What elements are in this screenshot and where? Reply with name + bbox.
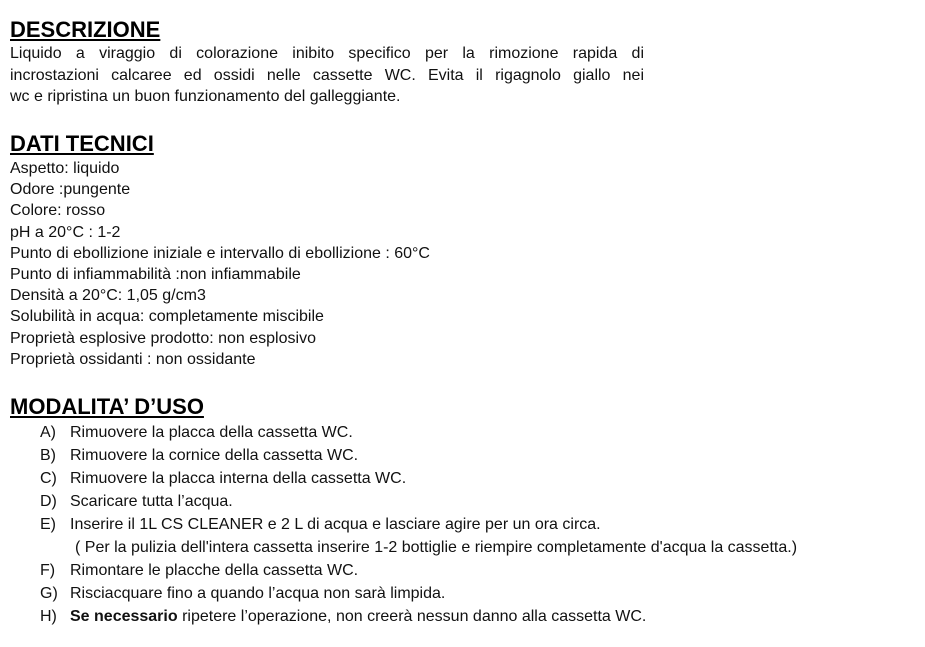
technical-data-list <box>10 158 430 370</box>
step-emphasis: Se necessario <box>70 608 178 625</box>
step-text: Rimuovere la cornice della cassetta WC. <box>70 447 359 464</box>
step-text: Rimontare le placche della cassetta WC. <box>70 562 359 579</box>
tech-item-ph: pH a 20°C : 1-2 <box>10 223 121 241</box>
step-letter: A) <box>40 424 56 441</box>
step-text <box>70 605 646 628</box>
description-line: wc e ripristina un buon funzionamento del galleggiante. <box>10 88 401 105</box>
description-paragraph <box>10 43 644 108</box>
tech-item-odore: Odore :pungente <box>10 181 131 199</box>
step-letter: E) <box>40 516 56 533</box>
tech-item-aspetto: Aspetto: liquido <box>10 160 120 177</box>
tech-item-esplosive: Proprietà esplosive prodotto: non esplosivo <box>10 329 316 347</box>
step-letter: B) <box>40 447 56 464</box>
description-line: incrostazioni calcaree ed ossidi nelle cassette WC. Evita il rigagnolo giallo nei <box>10 66 644 84</box>
step-letter: F) <box>40 562 56 579</box>
step-letter: C) <box>40 470 57 487</box>
tech-item-ebollizione: Punto di ebollizione iniziale e intervallo di ebollizione : 60°C <box>10 244 430 262</box>
tech-item-ossidanti: Proprietà ossidanti : non ossidante <box>10 350 256 368</box>
heading-descrizione: DESCRIZIONE <box>10 17 161 42</box>
step-text: Rimuovere la placca della cassetta WC. <box>70 424 353 441</box>
heading-modalita-uso: MODALITA’ D’USO <box>10 394 204 419</box>
tech-item-solubilita: Solubilità in acqua: completamente miscibile <box>10 308 324 326</box>
step-text: Scaricare tutta l’acqua. <box>70 493 233 510</box>
heading-dati-tecnici: DATI TECNICI <box>10 131 154 156</box>
step-letter: H) <box>40 608 57 625</box>
step-note-text: ( Per la pulizia dell'intera cassetta inserire 1-2 bottiglie e riempire completamente d'acqua la cassetta.) <box>75 539 798 556</box>
description-line: Liquido a viraggio di colorazione inibito specifico per la rimozione rapida di <box>10 45 644 62</box>
step-letter: D) <box>40 493 57 510</box>
tech-item-densita: Densità a 20°C: 1,05 g/cm3 <box>10 287 206 305</box>
step-letter: G) <box>40 585 58 602</box>
step-text: Inserire il 1L CS CLEANER e 2 L di acqua e lasciare agire per un ora circa. <box>70 516 601 533</box>
step-text-rest: ripetere l’operazione, non creerà nessun danno alla cassetta WC. <box>177 608 647 625</box>
step-text: Rimuovere la placca interna della cassetta WC. <box>70 470 407 487</box>
step-text: Risciacquare fino a quando l’acqua non sarà limpida. <box>70 585 446 602</box>
tech-item-infiammabilita: Punto di infiammabilità :non infiammabile <box>10 266 301 284</box>
tech-item-colore: Colore: rosso <box>10 202 106 220</box>
